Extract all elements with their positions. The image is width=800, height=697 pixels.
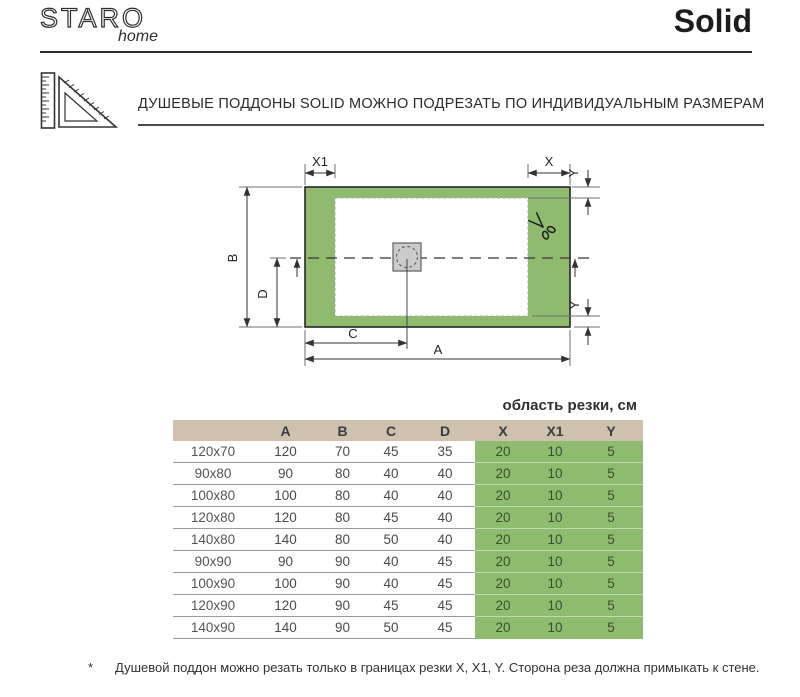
dim-label-y-bottom: Y <box>567 300 582 310</box>
table-column-header: A <box>253 420 318 441</box>
dim-label-a: A <box>433 342 443 357</box>
table-cell: 10 <box>531 463 579 485</box>
table-cell: 40 <box>367 573 415 595</box>
intro-divider <box>138 124 764 126</box>
table-cell: 5 <box>579 551 643 573</box>
dim-label-c: C <box>348 326 358 341</box>
table-row <box>173 485 643 507</box>
table-cell: 10 <box>531 573 579 595</box>
table-cell: 45 <box>415 617 475 639</box>
table-cell: 90 <box>318 595 367 617</box>
table-cell: 45 <box>415 595 475 617</box>
table-cell: 100 <box>253 573 318 595</box>
table-row <box>173 507 643 529</box>
table-cell: 10 <box>531 617 579 639</box>
table-row <box>173 595 643 617</box>
table-cell: 20 <box>475 551 531 573</box>
table-cell: 10 <box>531 441 579 463</box>
tray-cutting-diagram <box>222 147 602 377</box>
table-cell: 20 <box>475 529 531 551</box>
table-cell: 45 <box>367 441 415 463</box>
dim-label-b: B <box>225 253 240 263</box>
dim-label-x1: X1 <box>312 154 328 169</box>
table-cell: 5 <box>579 617 643 639</box>
table-cell: 10 <box>531 551 579 573</box>
table-row <box>173 529 643 551</box>
row-size-label: 140x90 <box>173 617 253 639</box>
table-cell: 40 <box>415 529 475 551</box>
row-size-label: 140x80 <box>173 529 253 551</box>
table-cell: 5 <box>579 573 643 595</box>
footnote-marker: * <box>88 660 94 675</box>
table-row <box>173 573 643 595</box>
table-row <box>173 441 643 463</box>
table-cell: 50 <box>367 617 415 639</box>
table-cell: 140 <box>253 529 318 551</box>
dim-label-y-top: Y <box>566 168 581 178</box>
table-cell: 40 <box>415 507 475 529</box>
table-cell: 20 <box>475 463 531 485</box>
table-cell: 20 <box>475 441 531 463</box>
table-cell: 20 <box>475 507 531 529</box>
table-cell: 5 <box>579 441 643 463</box>
brand-sub-name: home <box>117 28 158 45</box>
dim-label-x: X <box>544 154 554 169</box>
table-cell: 10 <box>531 507 579 529</box>
table-cell: 20 <box>475 485 531 507</box>
table-cell: 80 <box>318 507 367 529</box>
table-cell: 40 <box>415 485 475 507</box>
brand-logo <box>40 5 160 45</box>
dim-label-d: D <box>255 289 270 299</box>
tray-keep-area <box>335 198 528 316</box>
footnote <box>88 660 768 675</box>
table-cell: 40 <box>367 485 415 507</box>
table-cell: 45 <box>367 507 415 529</box>
table-cell: 40 <box>367 463 415 485</box>
set-square-ruler-icon <box>40 70 120 132</box>
table-cell: 140 <box>253 617 318 639</box>
table-cell: 35 <box>415 441 475 463</box>
row-size-label: 120x90 <box>173 595 253 617</box>
table-column-header: X <box>475 420 531 441</box>
table-cell: 45 <box>415 573 475 595</box>
header-divider <box>40 51 752 53</box>
table-cell: 40 <box>367 551 415 573</box>
cut-area-label: область резки, см <box>502 397 637 414</box>
table-column-header: B <box>318 420 367 441</box>
table-column-header: Y <box>579 420 643 441</box>
table-cell: 120 <box>253 441 318 463</box>
row-size-label: 120x80 <box>173 507 253 529</box>
table-cell: 80 <box>318 485 367 507</box>
row-size-label: 100x90 <box>173 573 253 595</box>
table-cell: 80 <box>318 529 367 551</box>
table-column-header: D <box>415 420 475 441</box>
table-cell: 80 <box>318 463 367 485</box>
footnote-text: Душевой поддон можно резать только в границах резки X, X1, Y. Сторона реза должна примыкать к стене. <box>115 660 760 675</box>
table-cell: 70 <box>318 441 367 463</box>
table-cell: 10 <box>531 485 579 507</box>
table-cell: 5 <box>579 529 643 551</box>
table-cell: 120 <box>253 507 318 529</box>
table-cell: 90 <box>253 463 318 485</box>
table-cell: 10 <box>531 529 579 551</box>
table-cell: 100 <box>253 485 318 507</box>
size-spec-table <box>173 420 643 639</box>
table-row <box>173 617 643 639</box>
table-cell: 20 <box>475 617 531 639</box>
table-column-header <box>173 420 253 441</box>
table-cell: 5 <box>579 507 643 529</box>
table-column-header: C <box>367 420 415 441</box>
table-cell: 20 <box>475 595 531 617</box>
table-row <box>173 463 643 485</box>
table-cell: 5 <box>579 595 643 617</box>
table-cell: 5 <box>579 463 643 485</box>
table-row <box>173 551 643 573</box>
table-cell: 50 <box>367 529 415 551</box>
table-header-row <box>173 420 643 441</box>
table-cell: 20 <box>475 573 531 595</box>
table-cell: 5 <box>579 485 643 507</box>
table-cell: 40 <box>415 463 475 485</box>
table-cell: 90 <box>318 551 367 573</box>
table-cell: 90 <box>318 617 367 639</box>
row-size-label: 90x90 <box>173 551 253 573</box>
intro-headline: ДУШЕВЫЕ ПОДДОНЫ SOLID МОЖНО ПОДРЕЗАТЬ ПО ИНДИВИДУАЛЬНЫМ РАЗМЕРАМ <box>138 96 765 112</box>
row-size-label: 100x80 <box>173 485 253 507</box>
table-cell: 90 <box>253 551 318 573</box>
table-cell: 120 <box>253 595 318 617</box>
table-cell: 45 <box>415 551 475 573</box>
table-cell: 45 <box>367 595 415 617</box>
brand-name: STARO <box>40 3 147 33</box>
product-title: Solid <box>673 3 752 39</box>
row-size-label: 120x70 <box>173 441 253 463</box>
row-size-label: 90x80 <box>173 463 253 485</box>
table-column-header: X1 <box>531 420 579 441</box>
table-cell: 10 <box>531 595 579 617</box>
table-cell: 90 <box>318 573 367 595</box>
